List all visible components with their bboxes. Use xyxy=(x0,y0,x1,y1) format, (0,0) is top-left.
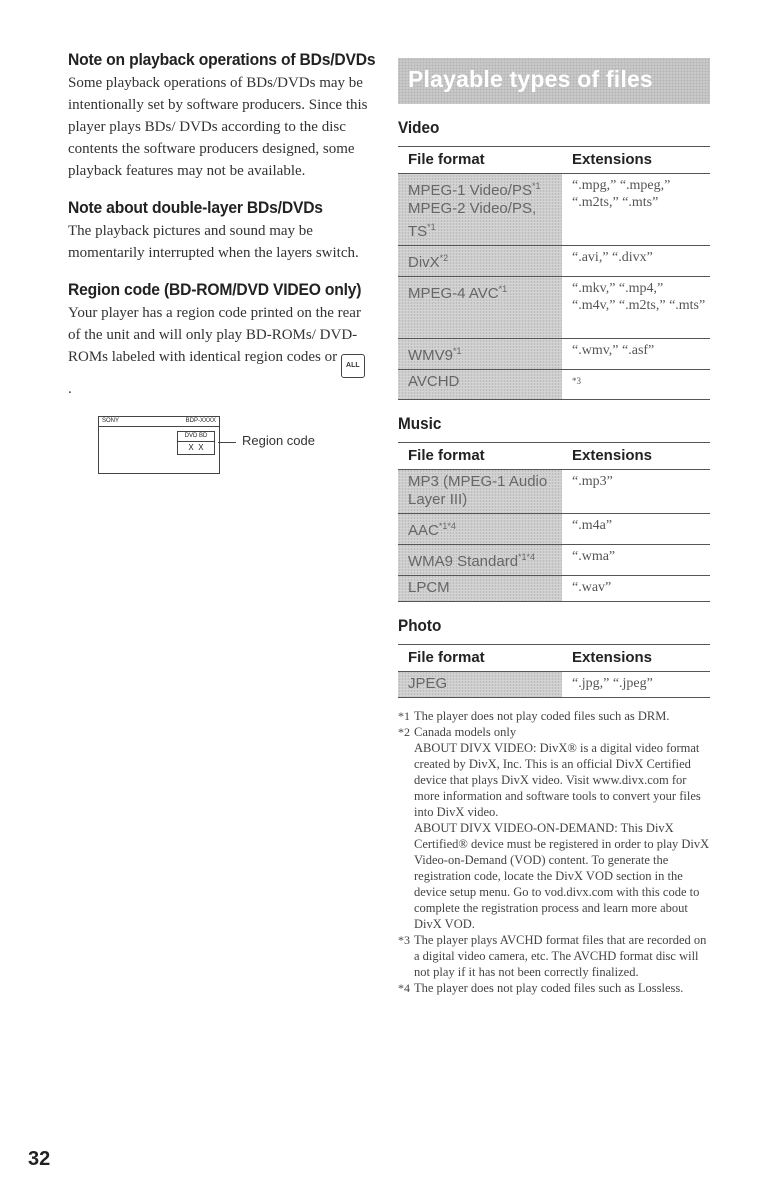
right-column xyxy=(398,58,710,996)
table-row: JPEG “.jpg,” “.jpeg” xyxy=(398,671,710,697)
section-title-playback-ops: Note on playback operations of BDs/DVDs xyxy=(68,50,376,69)
section-banner: Playable types of files xyxy=(398,58,710,104)
column-header: Extensions xyxy=(562,644,710,671)
section-body-playback-ops: Some playback operations of BDs/DVDs may be intentionally set by software producers. Since this player plays BDs/ DVDs according to the disc contents the software producers designed, some playback features may not be available. xyxy=(68,75,368,179)
model-number: BDP-XXXX xyxy=(185,418,216,424)
video-table xyxy=(398,146,710,400)
column-header: File format xyxy=(398,442,562,469)
section-title-region-code: Region code (BD-ROM/DVD VIDEO only) xyxy=(68,280,362,299)
footnote: ABOUT DIVX VIDEO: DivX® is a digital video format created by DivX, Inc. This is an official DivX Certified device that plays DivX video. Visit www.divx.com for more information and software tools to convert your files into DivX video. xyxy=(414,740,701,819)
footnote: *3 The player plays AVCHD format files that are recorded on a digital video camera, etc. The AVCHD format disc will not play if it has not been correctly finalized. xyxy=(398,932,707,979)
table-row: WMV9$^{*1}$ “.wmv,” “.asf” xyxy=(398,339,710,370)
table-row: WMA9 Standard$^{*1*4}$ “.wma” xyxy=(398,544,710,575)
left-column xyxy=(68,50,376,476)
column-header: Extensions xyxy=(562,442,710,469)
table-row: LPCM “.wav” xyxy=(398,575,710,601)
section-title-double-layer: Note about double-layer BDs/DVDs xyxy=(68,198,323,217)
all-region-icon: ALL xyxy=(341,354,365,378)
column-header: File format xyxy=(398,644,562,671)
region-code-box: DVD BD X X xyxy=(177,431,215,455)
music-heading: Music xyxy=(398,413,442,433)
footnote: *2 Canada models only xyxy=(398,724,517,739)
table-row: $AAC^{*1*4}$ “.m4a” xyxy=(398,513,710,544)
footnote: *1 The player does not play coded files such as DRM. xyxy=(398,708,670,723)
callout-line xyxy=(218,442,236,443)
section-body-double-layer: The playback pictures and sound may be momentarily interrupted when the layers switch. xyxy=(68,223,359,261)
column-header: Extensions xyxy=(562,147,710,174)
rear-label-illustration xyxy=(98,416,220,474)
table-row: MPEG-1 Video/PS$^{*1}$ MPEG-2 Video/PS, TS$^{*1}$ “.mpg,” “.mpeg,” “.m2ts,” “.mts” xyxy=(398,174,710,246)
section-body-region-code: Your player has a region code printed on the rear of the unit and will only play BD-ROMs/ DVD-ROMs labeled with identical region codes or ALL. xyxy=(68,302,368,400)
footnote: ABOUT DIVX VIDEO-ON-DEMAND: This DivX Certified® device must be registered in order to play DivX Video-on-Demand (VOD) content. To generate the registration code, locate the DivX VOD section in the device setup menu. Go to vod.divx.com with this code to complete the registration process and learn more about DivX VOD. xyxy=(414,820,710,931)
region-code-figure xyxy=(68,416,368,476)
brand-logo: SONY xyxy=(102,418,120,424)
table-row: AVCHD $^{*3}$ xyxy=(398,370,710,400)
table-row: DivX$^{*2}$ “.avi,” “.divx” xyxy=(398,246,710,277)
footnotes xyxy=(398,708,710,996)
photo-heading: Photo xyxy=(398,615,442,635)
column-header: File format xyxy=(398,147,562,174)
table-row: MPEG-4 AVC$^{*1}$ “.mkv,” “.mp4,” “.m4v,” “.m2ts,” “.mts” xyxy=(398,277,710,339)
page-number: 32 xyxy=(28,1148,51,1170)
music-table xyxy=(398,442,710,602)
photo-table xyxy=(398,644,710,698)
table-row: MP3 (MPEG-1 Audio Layer III) “.mp3” xyxy=(398,469,710,513)
footnote: *4 The player does not play coded files such as Lossless. xyxy=(398,980,684,995)
region-code-callout: Region code xyxy=(242,433,315,448)
video-heading: Video xyxy=(398,118,440,137)
